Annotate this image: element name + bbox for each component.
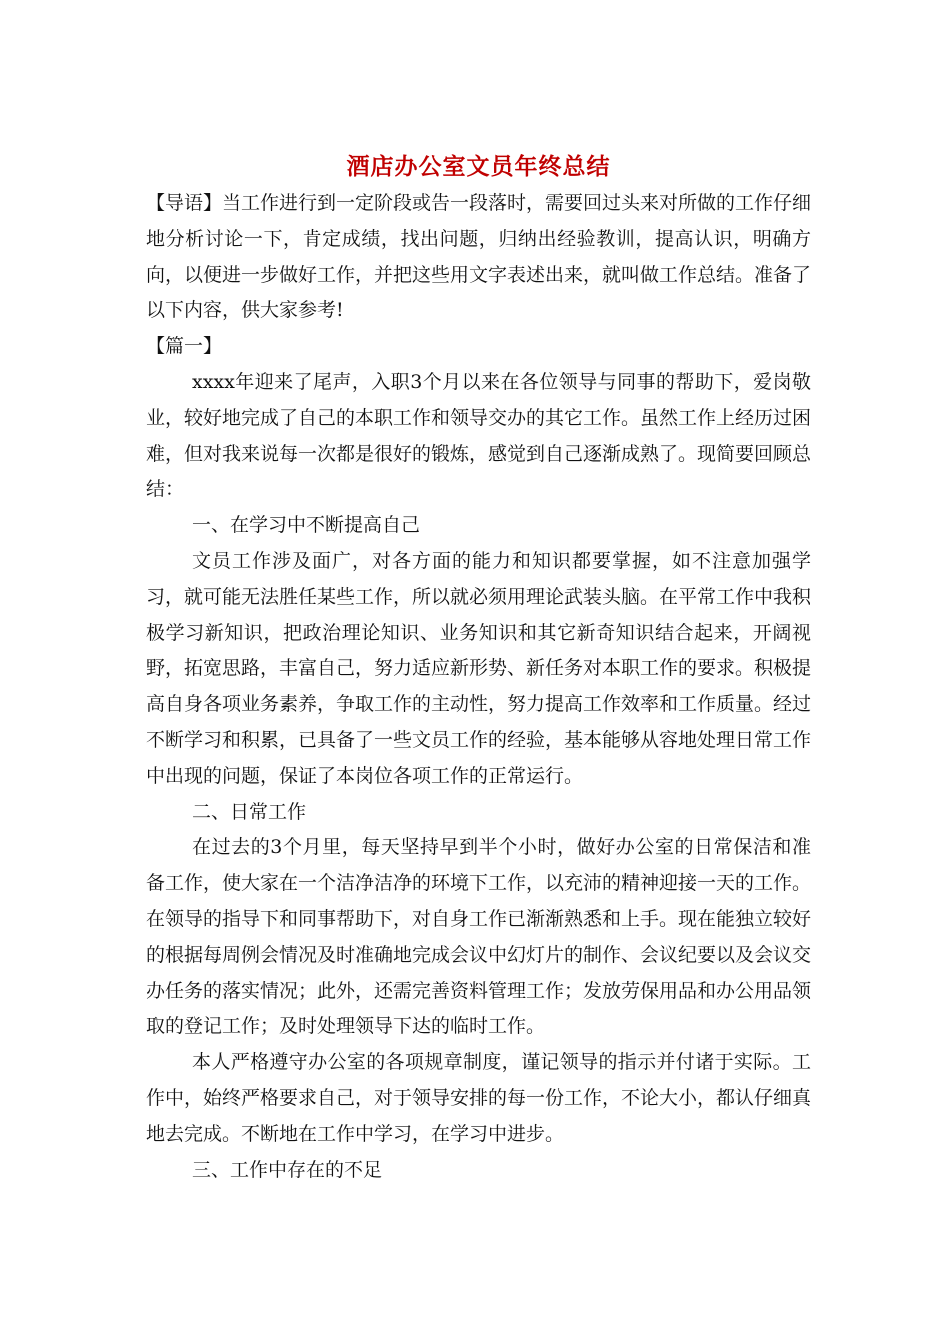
section-heading: 三、工作中存在的不足 [192,1158,383,1181]
body-paragraph: 在过去的3个月里，每天坚持早到半个小时，做好办公室的日常保洁和准备工作，使大家在一个洁净洁净的环境下工作，以充沛的精神迎接一天的工作。在领导的指导下和同事帮助下，对自身工作已渐渐熟悉和上手。现在能独立较好的根据每周例会情况及时准确地完成会议中幻灯片的制作、会议纪要以及会议交办任务的落实情况；此外，还需完善资料管理工作；发放劳保用品和办公用品领取的登记工作；及时处理领导下达的临时工作。 [146,836,812,1038]
section-heading: 一、在学习中不断提高自己 [192,514,421,537]
document-title: 酒店办公室文员年终总结 [346,153,611,180]
intro-paragraph: 【导语】当工作进行到一定阶段或告一段落时，需要回过头来对所做的工作仔细地分析讨论一下，肯定成绩，找出问题，归纳出经验教训，提高认识，明确方向，以便进一步做好工作，并把这些用文字表述出来，就叫做工作总结。准备了以下内容，供大家参考! [146,192,812,322]
document-page [146,150,811,1188]
body-paragraph: 本人严格遵守办公室的各项规章制度，谨记领导的指示并付诸于实际。工作中，始终严格要求自己，对于领导安排的每一份工作，不论大小，都认仔细真地去完成。不断地在工作中学习，在学习中进步。 [146,1051,812,1145]
part-label: 【篇一】 [146,335,223,358]
section-heading: 二、日常工作 [192,800,307,823]
body-paragraph: 文员工作涉及面广，对各方面的能力和知识都要掌握，如不注意加强学习，就可能无法胜任某些工作，所以就必须用理论武装头脑。在平常工作中我积极学习新知识，把政治理论知识、业务知识和其它新奇知识结合起来，开阔视野，拓宽思路，丰富自己，努力适应新形势、新任务对本职工作的要求。积极提高自身各项业务素养，争取工作的主动性，努力提高工作效率和工作质量。经过不断学习和积累，已具备了一些文员工作的经验，基本能够从容地处理日常工作中出现的问题，保证了本岗位各项工作的正常运行。 [146,549,812,787]
body-paragraph: xxxx年迎来了尾声，入职3个月以来在各位领导与同事的帮助下，爱岗敬业，较好地完成了自己的本职工作和领导交办的其它工作。虽然工作上经历过困难，但对我来说每一次都是很好的锻炼，感觉到自己逐渐成熟了。现简要回顾总结： [146,370,812,501]
